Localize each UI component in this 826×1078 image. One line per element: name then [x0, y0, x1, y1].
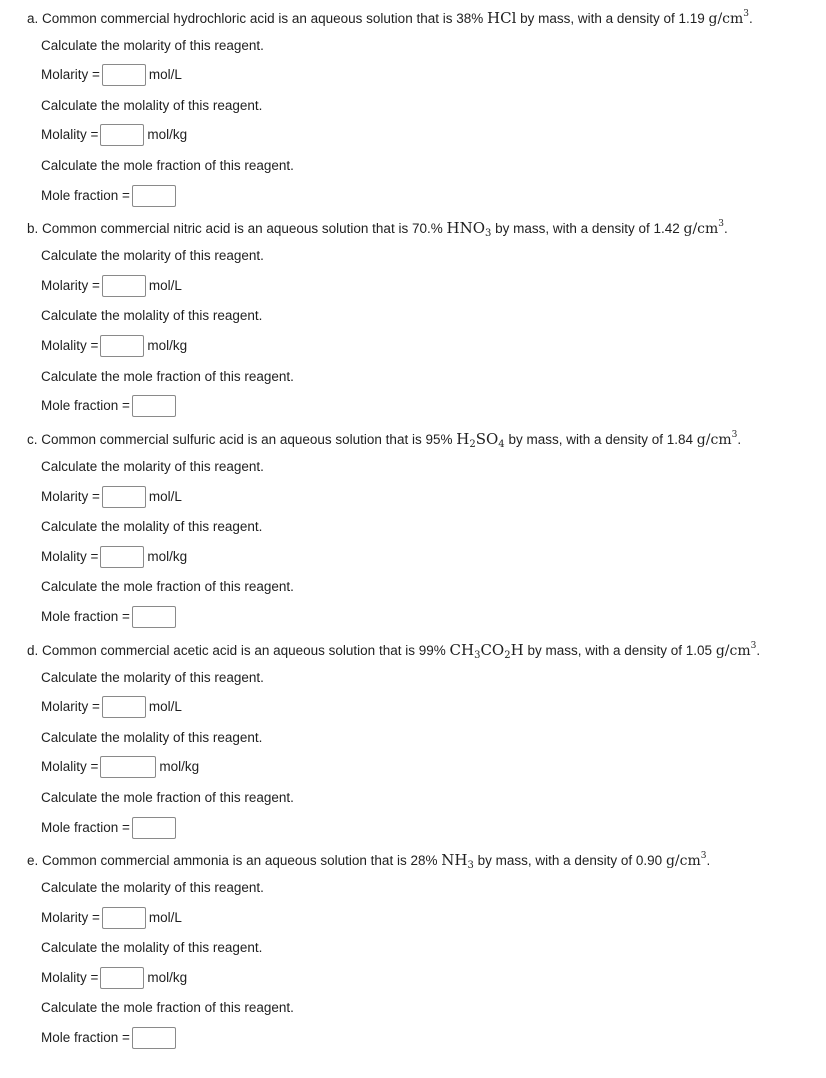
molarity-prompt: Calculate the molarity of this reagent. — [41, 459, 264, 474]
molality-row — [41, 966, 187, 990]
molality-row — [41, 755, 199, 779]
molarity-unit: mol/L — [148, 489, 182, 504]
problem-letter: b. — [27, 221, 39, 236]
problem-density-text: by mass, with a density of 1.05 — [527, 643, 713, 658]
problem-intro: Common commercial sulfuric acid is an aqueous solution that is 95% — [41, 432, 453, 447]
molality-prompt: Calculate the molality of this reagent. — [41, 730, 263, 745]
density-unit: $g/cm^3$ — [715, 641, 757, 659]
mole-fraction-label: Mole fraction = — [41, 1030, 130, 1045]
molarity-label: Molarity = — [41, 910, 100, 925]
molality-unit: mol/kg — [159, 759, 200, 774]
chemical-formula: HCl — [487, 9, 517, 27]
mole-fraction-input[interactable] — [132, 606, 176, 628]
problem-intro: Common commercial hydrochloric acid is an aqueous solution that is 38% — [42, 11, 484, 26]
chemical-formula: $H_2SO_4$ — [456, 430, 505, 450]
mole-fraction-input[interactable] — [132, 185, 176, 207]
problem-letter: e. — [27, 853, 39, 868]
problem-density-text: by mass, with a density of 1.42 — [495, 221, 680, 236]
molarity-row — [41, 695, 182, 719]
mole-fraction-input[interactable] — [132, 817, 176, 839]
mole-fraction-label: Mole fraction = — [41, 188, 130, 203]
problem-statement: d. Common commercial acetic acid is an aqueous solution that is 99% $CH_3CO_2H$ by mass, with a density of 1.05 $g/cm^3$. — [27, 641, 761, 661]
molarity-row — [41, 274, 182, 298]
problem-c — [0, 427, 826, 638]
problem-letter: c. — [27, 432, 38, 447]
molarity-unit: mol/L — [148, 699, 182, 714]
molality-unit: mol/kg — [147, 127, 188, 142]
molarity-unit: mol/L — [148, 67, 182, 82]
density-unit: $g/cm^3$ — [696, 430, 738, 448]
molality-input[interactable] — [100, 335, 144, 357]
molality-unit: mol/kg — [147, 338, 188, 353]
problem-letter: d. — [27, 643, 39, 658]
problem-density-text: by mass, with a density of 1.84 — [508, 432, 694, 447]
density-unit: $g/cm^3$ — [708, 9, 750, 27]
problem-intro: Common commercial nitric acid is an aqueous solution that is 70.% — [42, 221, 443, 236]
molarity-input[interactable] — [102, 907, 146, 929]
chemical-formula: $NH_3$ — [441, 851, 474, 871]
mole-fraction-input[interactable] — [132, 395, 176, 417]
problem-intro: Common commercial ammonia is an aqueous solution that is 28% — [42, 853, 438, 868]
molarity-unit: mol/L — [148, 910, 182, 925]
molarity-row — [41, 63, 182, 87]
molality-label: Molality = — [41, 759, 99, 774]
molality-unit: mol/kg — [147, 549, 188, 564]
molality-label: Molality = — [41, 970, 99, 985]
molality-input[interactable] — [100, 546, 144, 568]
molarity-input[interactable] — [102, 64, 146, 86]
molality-label: Molality = — [41, 127, 99, 142]
molality-prompt: Calculate the molality of this reagent. — [41, 519, 263, 534]
problem-d — [0, 638, 826, 849]
problem-statement: a. Common commercial hydrochloric acid is an aqueous solution that is 38% HCl by mass, with a density of 1.19 $g/cm^3$. — [27, 9, 753, 27]
molality-input[interactable] — [100, 756, 156, 778]
molality-input[interactable] — [100, 967, 144, 989]
mole-fraction-prompt: Calculate the mole fraction of this reagent. — [41, 579, 294, 594]
mole-fraction-row — [41, 184, 178, 208]
molality-label: Molality = — [41, 549, 99, 564]
problem-a — [0, 6, 826, 217]
molality-prompt: Calculate the molality of this reagent. — [41, 940, 263, 955]
mole-fraction-row — [41, 816, 178, 840]
mole-fraction-label: Mole fraction = — [41, 398, 130, 413]
mole-fraction-row — [41, 1026, 178, 1050]
problem-b — [0, 216, 826, 427]
molarity-label: Molarity = — [41, 489, 100, 504]
molarity-row — [41, 485, 182, 509]
mole-fraction-row — [41, 605, 178, 629]
molarity-input[interactable] — [102, 696, 146, 718]
mole-fraction-prompt: Calculate the mole fraction of this reagent. — [41, 158, 294, 173]
problem-statement: c. Common commercial sulfuric acid is an aqueous solution that is 95% $H_2SO_4$ by mass, with a density of 1.84 $g/cm^3$. — [27, 430, 742, 450]
problem-statement: e. Common commercial ammonia is an aqueous solution that is 28% $NH_3$ by mass, with a density of 0.90 $g/cm^3$. — [27, 851, 711, 871]
molality-prompt: Calculate the molality of this reagent. — [41, 308, 263, 323]
molarity-label: Molarity = — [41, 67, 100, 82]
molality-input[interactable] — [100, 124, 144, 146]
mole-fraction-row — [41, 394, 178, 418]
molarity-input[interactable] — [102, 486, 146, 508]
molality-row — [41, 123, 187, 147]
mole-fraction-input[interactable] — [132, 1027, 176, 1049]
molarity-row — [41, 906, 182, 930]
molality-row — [41, 334, 187, 358]
chemical-formula: $HNO_3$ — [446, 219, 492, 239]
molarity-prompt: Calculate the molarity of this reagent. — [41, 38, 264, 53]
mole-fraction-prompt: Calculate the mole fraction of this reagent. — [41, 1000, 294, 1015]
density-unit: $g/cm^3$ — [683, 219, 725, 237]
molarity-label: Molarity = — [41, 699, 100, 714]
problem-density-text: by mass, with a density of 1.19 — [520, 11, 705, 26]
molarity-prompt: Calculate the molarity of this reagent. — [41, 670, 264, 685]
mole-fraction-label: Mole fraction = — [41, 820, 130, 835]
problem-intro: Common commercial acetic acid is an aqueous solution that is 99% — [42, 643, 446, 658]
molarity-unit: mol/L — [148, 278, 182, 293]
molality-row — [41, 545, 187, 569]
mole-fraction-label: Mole fraction = — [41, 609, 130, 624]
problem-density-text: by mass, with a density of 0.90 — [477, 853, 663, 868]
molarity-label: Molarity = — [41, 278, 100, 293]
molality-unit: mol/kg — [147, 970, 188, 985]
chemical-formula: $CH_3CO_2H$ — [449, 641, 524, 661]
molarity-input[interactable] — [102, 275, 146, 297]
molarity-prompt: Calculate the molarity of this reagent. — [41, 248, 264, 263]
mole-fraction-prompt: Calculate the mole fraction of this reagent. — [41, 369, 294, 384]
problem-statement: b. Common commercial nitric acid is an aqueous solution that is 70.% $HNO_3$ by mass, with a density of 1.42 $g/cm^3$. — [27, 219, 728, 239]
molality-prompt: Calculate the molality of this reagent. — [41, 98, 263, 113]
problem-e — [0, 848, 826, 1059]
mole-fraction-prompt: Calculate the mole fraction of this reagent. — [41, 790, 294, 805]
molality-label: Molality = — [41, 338, 99, 353]
density-unit: $g/cm^3$ — [665, 851, 707, 869]
problem-letter: a. — [27, 11, 39, 26]
molarity-prompt: Calculate the molarity of this reagent. — [41, 880, 264, 895]
